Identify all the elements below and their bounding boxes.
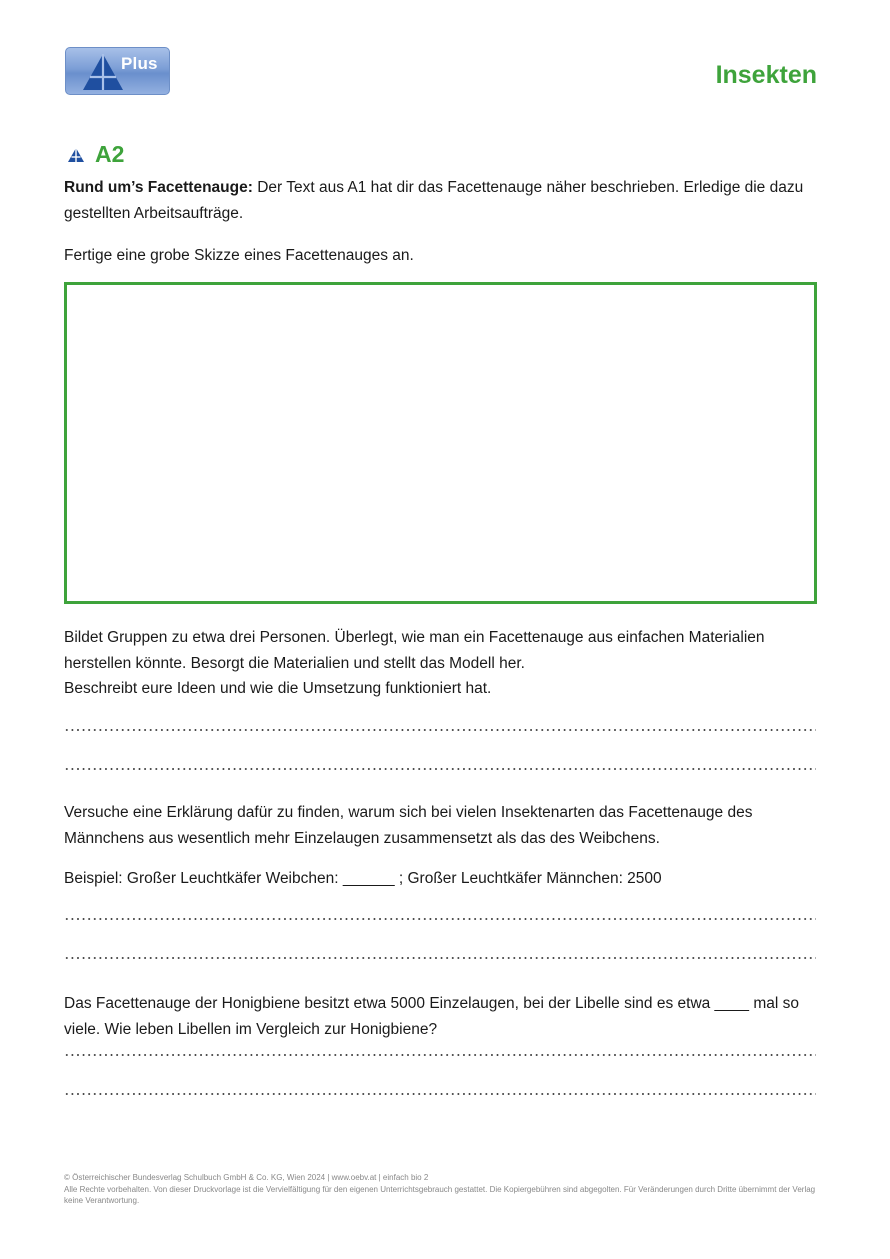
copyright-line: © Österreichischer Bundesverlag Schulbuch GmbH & Co. KG, Wien 2024 | www.oebv.at | einfach bio 2 — [64, 1173, 429, 1182]
task-intro-text: Der Text aus A1 hat dir das Facettenauge näher beschrieben. Erledige die dazu gestellten Arbeitsaufträge. — [64, 179, 804, 222]
task-intro — [64, 175, 824, 226]
group-task-describe: Beschreibt eure Ideen und wie die Umsetzung funktioniert hat. — [64, 680, 492, 697]
answer-line[interactable] — [64, 1092, 816, 1096]
group-task-text: Bildet Gruppen zu etwa drei Personen. Überlegt, wie man ein Facettenauge aus einfachen Materialien herstellen könnte. Besorgt die Materialien und stellt das Modell her. — [64, 629, 765, 672]
example-text: Beispiel: Großer Leuchtkäfer Weibchen: ______ ; Großer Leuchtkäfer Männchen: 2500 — [64, 870, 662, 887]
task-label: A2 — [95, 141, 125, 167]
plus-logo — [65, 47, 170, 95]
sketch-drawing-area[interactable] — [64, 282, 817, 604]
footer — [64, 1172, 824, 1207]
bee-task-text: Das Facettenauge der Honigbiene besitzt etwa 5000 Einzelaugen, bei der Libelle sind es etwa ____ mal so viele. Wie leben Libellen im Vergleich zur Honigbiene? — [64, 995, 800, 1038]
explain-task-text: Versuche eine Erklärung dafür zu finden, warum sich bei vielen Insektenarten das Facettenauge des Männchens aus wesentlich mehr Einzelaugen zusammensetzt als das des Weibchens. — [64, 804, 753, 847]
rights-notice: Alle Rechte vorbehalten. Von dieser Druckvorlage ist die Vervielfältigung für den eigenen Unterrichtsgebrauch gestattet. Die Kopiergebühren sind abgegolten. Für Veränderungen durch Dritte übernimmt der Verlag keine Verantwortung. — [64, 1184, 816, 1205]
answer-line[interactable] — [64, 767, 816, 771]
task-intro-bold: Rund um’s Facettenauge: — [64, 179, 253, 196]
answer-line[interactable] — [64, 917, 816, 921]
answer-line[interactable] — [64, 1053, 816, 1057]
answer-line[interactable] — [64, 956, 816, 960]
logo-label: Plus — [121, 54, 158, 73]
small-pyramid-icon — [67, 147, 85, 163]
page-title: Insekten — [715, 61, 817, 89]
answer-line[interactable] — [64, 728, 816, 732]
task-heading — [67, 141, 124, 168]
sketch-instruction: Fertige eine grobe Skizze eines Facettenauges an. — [64, 247, 414, 264]
